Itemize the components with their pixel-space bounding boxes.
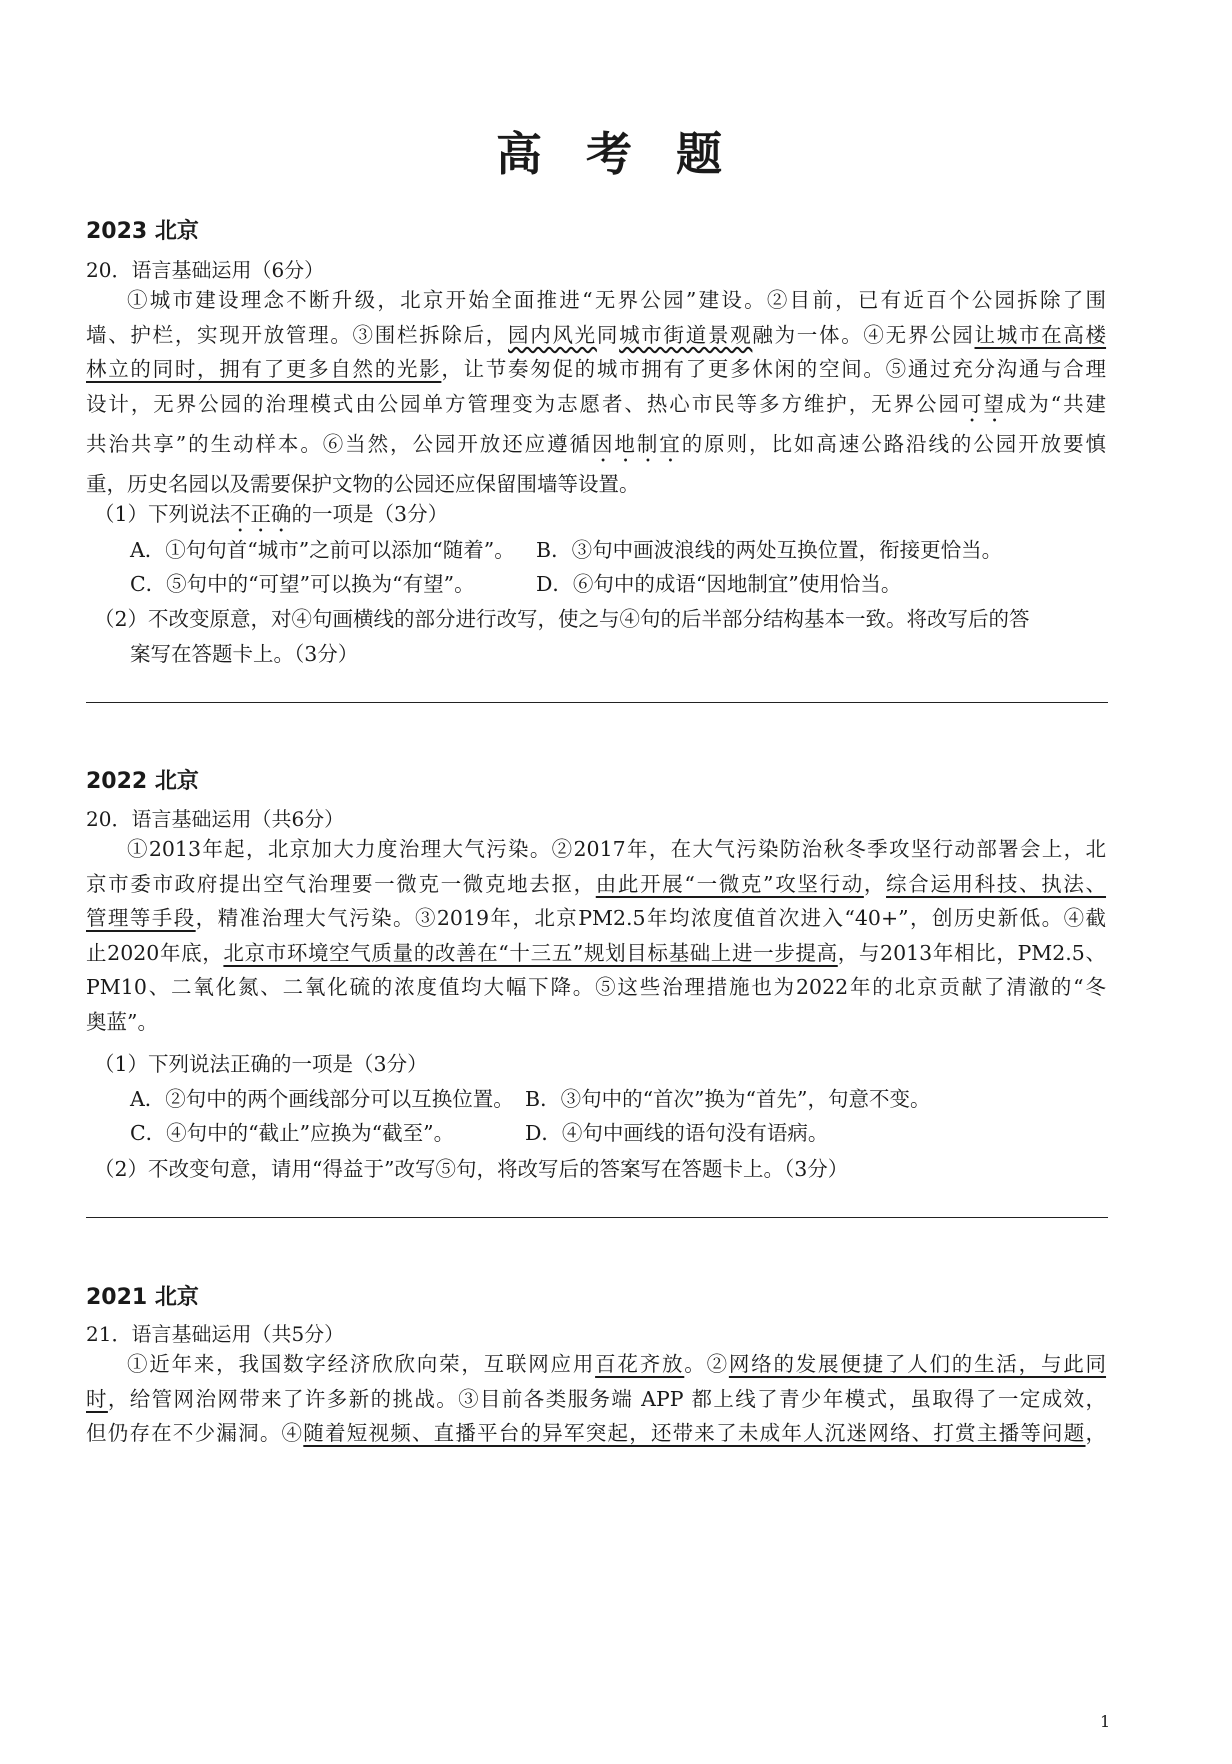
section-heading-2023: 2023 北京 — [86, 219, 199, 244]
answer-line-2022 — [86, 1217, 1108, 1218]
text-run: 的一项是（3分） — [291, 502, 449, 526]
wavy-underlined-text: 城市街道景观 — [619, 322, 753, 347]
text-run: 融为一体。④无界公园 — [752, 322, 975, 347]
text-run: 但仍存在不少漏洞。④ — [86, 1421, 304, 1445]
underlined-text: 由此开展“一微克”攻坚行动 — [595, 871, 864, 896]
option-a-2022: A．②句中的两个画线部分可以互换位置。 — [130, 1087, 514, 1111]
subquestion-2-2023: （2）不改变原意，对④句画横线的部分进行改写，使之与④句的后半部分结构基本一致。将改写后的答 — [94, 607, 1030, 631]
section-heading-2022: 2022 北京 — [86, 769, 199, 794]
option-d-2023: D．⑥句中的成语“因地制宜”使用恰当。 — [536, 572, 902, 596]
page-title: 高 考 题 — [495, 127, 737, 181]
passage-line — [86, 318, 1106, 353]
page-number: 1 — [1100, 1712, 1111, 1731]
passage-line — [86, 936, 1106, 971]
option-a-2023: A．①句句首“城市”之前可以添加“随着”。 — [130, 538, 515, 562]
passage-line — [86, 1416, 1106, 1451]
passage-line — [86, 970, 1106, 1005]
passage-line — [86, 1005, 1106, 1040]
option-c-2023: C．⑤句中的“可望”可以换为“有望”。 — [130, 572, 475, 596]
question-heading-2023: 20．语言基础运用（6分） — [86, 258, 325, 282]
text-run: ，让节奏匆促的城市拥有了更多休闲的空间。⑤通过充分沟通与合理 — [441, 357, 1107, 381]
dotted-emphasis-text: 不正确 — [230, 502, 292, 526]
text-run: PM10、二氧化氮、二氧化硫的浓度值均大幅下降。⑤这些治理措施也为2022年的北京贡献了清澈的“冬 — [86, 975, 1106, 999]
underlined-text: 网络的发展便捷了人们的生活，与此同 — [728, 1352, 1107, 1376]
passage-line — [86, 832, 1106, 867]
subquestion-1-2022 — [94, 1047, 428, 1077]
passage-2021 — [86, 1347, 1106, 1451]
passage-line — [86, 467, 1106, 502]
underlined-text: 随着短视频、直播平台的异军突起，还带来了未成年人沉迷网络、打赏主播等问题 — [303, 1421, 1086, 1445]
option-d-2022: D．④句中画线的语句没有语病。 — [525, 1121, 829, 1145]
underlined-text: 综合运用科技、执法、 — [886, 871, 1107, 896]
underlined-text: 百花齐放 — [595, 1352, 685, 1376]
question-heading-2021: 21．语言基础运用（共5分） — [86, 1322, 345, 1346]
passage-line — [86, 867, 1106, 902]
text-run: 的原则，比如高速公路沿线的公园开放要慎 — [681, 431, 1107, 456]
underlined-text: 北京市环境空气质量的改善在“十三五”规划目标基础上进一步提高 — [223, 940, 838, 965]
text-run: ①2013年起，北京加大力度治理大气污染。②2017年，在大气污染防治秋冬季攻坚行动部署会上，北 — [127, 837, 1106, 861]
text-run: ， — [1085, 1421, 1107, 1445]
text-run: 墙、护栏，实现开放管理。③围栏拆除后， — [86, 322, 509, 347]
underlined-text: 让城市在高楼 — [974, 322, 1107, 347]
question-heading-2022: 20．语言基础运用（共6分） — [86, 807, 345, 831]
text-run: 成为“共建 — [1005, 391, 1107, 416]
dotted-emphasis-text: 因地制宜 — [591, 431, 682, 456]
text-run: 设计，无界公园的治理模式由公园单方管理变为志愿者、热心市民等多方维护，无界公园 — [86, 391, 961, 416]
option-b-2022: B．③句中的“首次”换为“首先”，句意不变。 — [525, 1087, 931, 1111]
text-run: （1）下列说法 — [94, 502, 231, 526]
option-c-2022: C．④句中的“截止”应换为“截至”。 — [130, 1121, 455, 1145]
text-run: ，精准治理大气污染。③2019年，北京PM2.5年均浓度值首次进入“40+”，创历史新低。④截 — [195, 906, 1106, 930]
passage-line — [86, 427, 1106, 467]
text-run: ①城市建设理念不断升级，北京开始全面推进“无界公园”建设。②目前，已有近百个公园拆除了围 — [127, 288, 1106, 312]
dotted-emphasis-text: 可望 — [960, 391, 1006, 416]
subquestion-2-2022: （2）不改变句意，请用“得益于”改写⑤句，将改写后的答案写在答题卡上。（3分） — [94, 1157, 849, 1181]
text-run: ，与2013年相比，PM2.5、 — [837, 940, 1106, 965]
passage-line — [86, 283, 1106, 318]
passage-line — [86, 901, 1106, 936]
passage-line — [86, 1382, 1106, 1417]
text-run: 京市委市政府提出空气治理要一微克一微克地去抠， — [86, 871, 596, 896]
underlined-text: 林立的同时，拥有了更多自然的光影 — [86, 357, 442, 381]
underlined-text: 管理等手段 — [86, 906, 196, 930]
text-run: ①近年来，我国数字经济欣欣向荣，互联网应用 — [127, 1352, 596, 1376]
section-heading-2021: 2021 北京 — [86, 1285, 199, 1310]
text-run: 重，历史名园以及需要保护文物的公园还应保留围墙等设置。 — [86, 471, 640, 496]
subquestion-2-continued-2023: 案写在答题卡上。（3分） — [130, 642, 359, 666]
text-run: （1）下列说法正确的一项是（3分） — [94, 1052, 428, 1076]
passage-2023 — [86, 283, 1106, 501]
text-run: 止2020年底， — [86, 940, 224, 965]
wavy-underlined-text: 园内风光 — [508, 322, 597, 347]
passage-2022 — [86, 832, 1106, 1039]
text-run: 共治共享”的生动样本。⑥当然，公园开放还应遵循 — [86, 431, 592, 456]
text-run: 。② — [684, 1352, 729, 1376]
text-run: 奥蓝”。 — [86, 1009, 158, 1034]
passage-line — [86, 387, 1106, 427]
passage-line — [86, 1347, 1106, 1382]
passage-line — [86, 352, 1106, 387]
answer-line-2023 — [86, 702, 1108, 703]
text-run: ，给管网治网带来了许多新的挑战。③目前各类服务端 APP 都上线了青少年模式，虽取得了一定成效， — [107, 1386, 1106, 1411]
subquestion-1-2023 — [94, 497, 448, 537]
text-run: ， — [863, 871, 887, 896]
option-b-2023: B．③句中画波浪线的两处互换位置，衔接更恰当。 — [536, 538, 1003, 562]
underlined-text: 时 — [86, 1386, 108, 1411]
text-run: 同 — [596, 322, 620, 347]
